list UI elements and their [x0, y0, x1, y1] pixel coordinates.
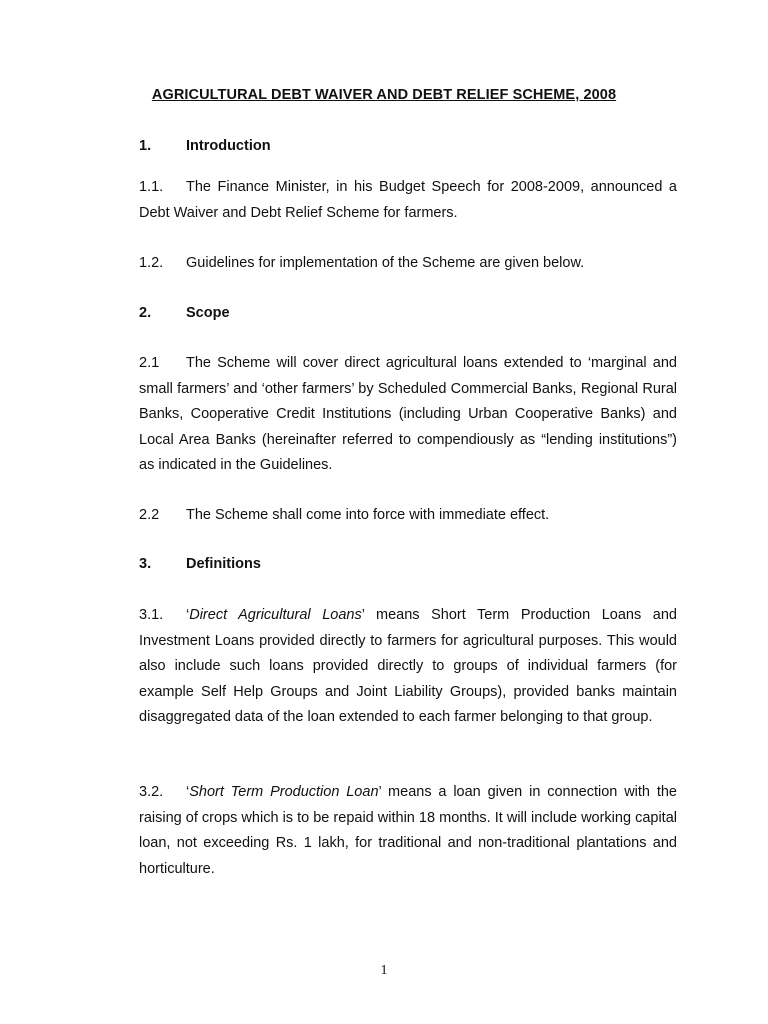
paragraph-text: The Scheme shall come into force with immediate effect. [186, 507, 550, 523]
paragraph-number: 2.2 [139, 507, 160, 523]
paragraph-number: 1.2. [139, 255, 164, 271]
paragraph-3-2 [139, 780, 677, 882]
page-number: 1 [380, 963, 388, 978]
section-number: 3. [139, 556, 152, 572]
defined-term: Short Term Production Loan [189, 784, 379, 800]
paragraph-3-1 [139, 603, 677, 731]
paragraph-text: The Finance Minister, in his Budget Speech for 2008-2009, announced a Debt Waiver and Debt Relief Scheme for farmers. [139, 179, 677, 221]
paragraph-number: 3.1. [139, 607, 164, 623]
section-number: 2. [139, 305, 152, 321]
paragraph-text: The Scheme will cover direct agricultural loans extended to ‘marginal and small farmers’ and ‘other farmers’ by Scheduled Commercial Banks, Regional Rural Banks, Cooperative Credit Institutions (including Urban Cooperative Banks) and Local Area Banks (hereinafter referred to compendiously as “lending institutions”) as indicated in the Guidelines. [139, 355, 677, 474]
section-title: Definitions [186, 556, 261, 572]
paragraph-2-2 [139, 503, 677, 529]
paragraph-1-2 [139, 251, 677, 277]
paragraph-number: 2.1 [139, 355, 160, 371]
section-heading-introduction [139, 138, 271, 154]
paragraph-number: 3.2. [139, 784, 164, 800]
open-quote: ‘ [186, 784, 190, 800]
document-title: AGRICULTURAL DEBT WAIVER AND DEBT RELIEF SCHEME, 2008 [151, 87, 617, 103]
paragraph-text: means Short Term Production Loans and Investment Loans provided directly to farmers for agricultural purposes. This would also include such loans provided directly to groups of individual farmers (for example Self Help Groups and Joint Liability Groups), provided banks maintain disaggregated data of the loan extended to each farmer belonging to that group. [139, 607, 677, 726]
paragraph-2-1 [139, 351, 677, 479]
open-quote: ‘ [186, 607, 190, 623]
section-number: 1. [139, 138, 152, 154]
section-heading-scope [139, 305, 230, 321]
close-quote: ’ [378, 784, 382, 800]
section-title: Introduction [186, 138, 271, 154]
paragraph-1-1 [139, 175, 677, 226]
close-quote: ’ [361, 607, 365, 623]
defined-term: Direct Agricultural Loans [189, 607, 362, 623]
section-heading-definitions [139, 556, 261, 572]
paragraph-number: 1.1. [139, 179, 164, 195]
section-title: Scope [186, 305, 230, 321]
paragraph-text: Guidelines for implementation of the Scheme are given below. [186, 255, 585, 271]
paragraph-text: means a loan given in connection with the raising of crops which is to be repaid within 18 months. It will include working capital loan, not exceeding Rs. 1 lakh, for traditional and non-traditional plantations and horticulture. [139, 784, 677, 877]
